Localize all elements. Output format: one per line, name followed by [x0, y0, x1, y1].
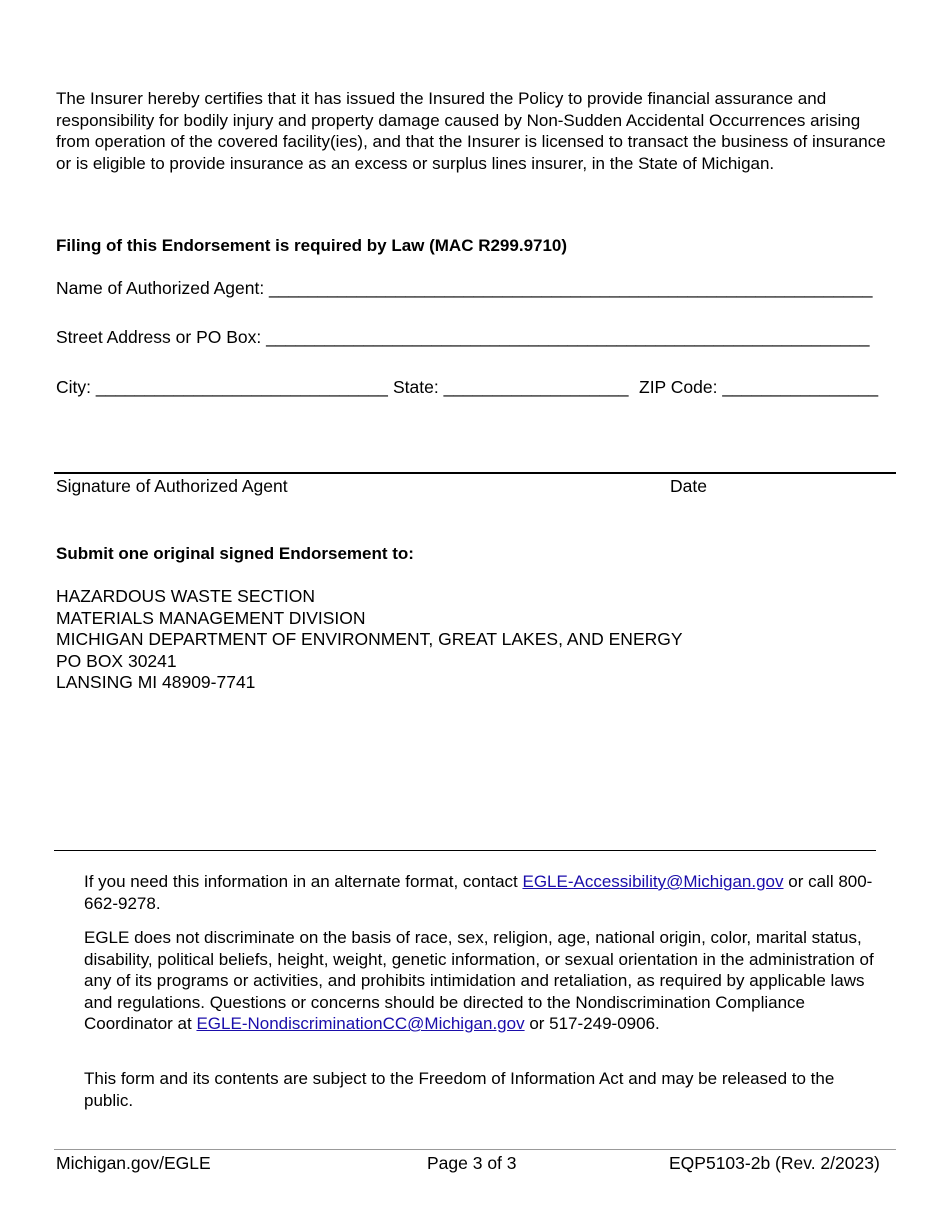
alt-format-phone: or call 800-662-9278.	[84, 872, 873, 913]
state-field[interactable]: State: ___________________	[393, 377, 629, 397]
footer-rule	[54, 1149, 896, 1150]
footer-page-number: Page 3 of 3	[427, 1153, 517, 1173]
address-line: HAZARDOUS WASTE SECTION	[56, 586, 315, 606]
address-line: PO BOX 30241	[56, 650, 177, 671]
alt-format-text: If you need this information in an alternate format, contact	[84, 872, 518, 891]
nondiscrimination-phone: or 517-249-0906.	[529, 1014, 660, 1033]
address-line: MATERIALS MANAGEMENT DIVISION	[56, 607, 366, 628]
footer-website: Michigan.gov/EGLE	[56, 1153, 211, 1173]
agent-name-field[interactable]: Name of Authorized Agent: ______________________________________________________________	[56, 278, 873, 298]
nondiscrimination-email-link[interactable]: EGLE-NondiscriminationCC@Michigan.gov	[196, 1014, 525, 1033]
alt-format-notice	[84, 871, 874, 914]
foia-notice: This form and its contents are subject to the Freedom of Information Act and may be released to the public.	[84, 1069, 835, 1110]
date-label: Date	[670, 476, 707, 496]
notice-divider	[54, 850, 876, 851]
filing-notice: Filing of this Endorsement is required by Law (MAC R299.9710)	[56, 236, 568, 255]
zip-code-field[interactable]: ZIP Code: ________________	[639, 377, 879, 397]
signature-label: Signature of Authorized Agent	[56, 476, 288, 496]
footer-form-id: EQP5103-2b (Rev. 2/2023)	[669, 1153, 880, 1173]
accessibility-email-link[interactable]: EGLE-Accessibility@Michigan.gov	[522, 872, 784, 891]
nondiscrimination-notice	[84, 927, 874, 1035]
signature-line[interactable]	[54, 472, 896, 474]
nondiscrimination-text: EGLE does not discriminate on the basis of race, sex, religion, age, national origin, color, marital status, disability, political beliefs, height, weight, genetic information, or sexual orientation in the administration of any of its programs or activities, and prohibits intimidation and retaliation, as required by applicable laws and regulations. Questions or concerns should be directed to the Nondiscrimination Compliance Coordinator at	[84, 928, 874, 1033]
mailing-address	[56, 586, 886, 694]
certification-paragraph: The Insurer hereby certifies that it has issued the Insured the Policy to provide financial assurance and responsibility for bodily injury and property damage caused by Non-Sudden Accidental Occurrences arising from operation of the covered facility(ies), and that the Insurer is licensed to transact the business of insurance or is eligible to provide insurance as an excess or surplus lines insurer, in the State of Michigan.	[56, 89, 886, 173]
address-line: LANSING MI 48909-7741	[56, 672, 256, 692]
submit-heading: Submit one original signed Endorsement to:	[56, 544, 414, 563]
city-field[interactable]: City: ______________________________	[56, 377, 388, 397]
street-address-field[interactable]: Street Address or PO Box: ______________________________________________________________	[56, 327, 870, 347]
address-line: MICHIGAN DEPARTMENT OF ENVIRONMENT, GREAT LAKES, AND ENERGY	[56, 629, 683, 649]
